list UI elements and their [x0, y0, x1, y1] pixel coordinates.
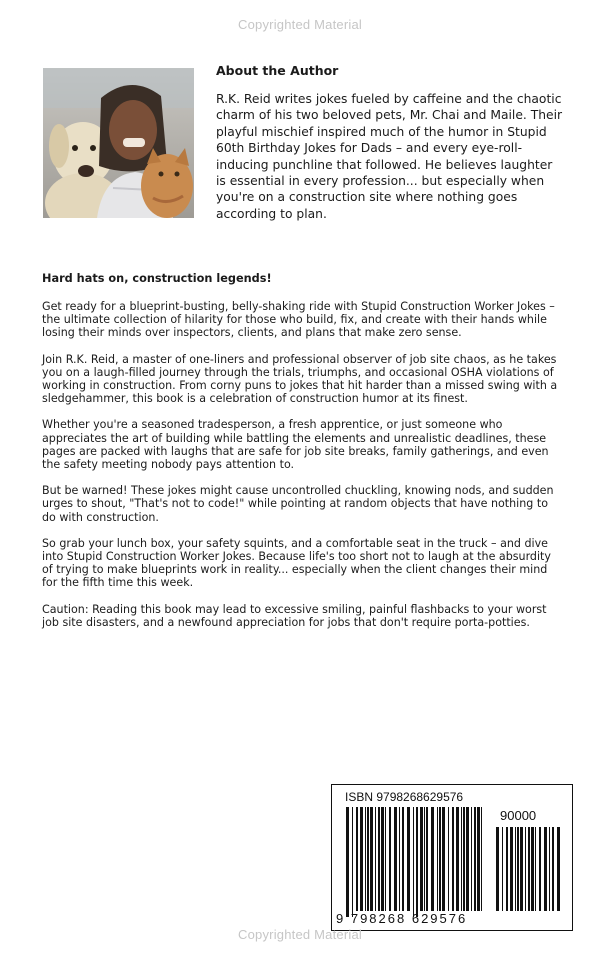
barcode-bar	[552, 827, 554, 911]
isbn-label: ISBN 9798268629576	[345, 790, 464, 804]
barcode-bar	[531, 827, 534, 911]
barcode-bar	[452, 807, 454, 911]
barcode-bar	[407, 807, 410, 911]
barcode-bar	[517, 827, 519, 911]
barcode-bar	[539, 827, 541, 911]
watermark-top: Copyrighted Material	[238, 17, 362, 32]
barcode-bar	[502, 827, 503, 911]
barcode-bar	[471, 807, 472, 911]
barcode-bar	[448, 807, 449, 911]
barcode-bar	[426, 807, 428, 911]
about-author-heading: About the Author	[216, 63, 339, 78]
barcode-bar	[510, 827, 513, 911]
isbn-barcode-box	[331, 784, 573, 931]
author-photo-image	[43, 68, 194, 218]
barcode-bar	[375, 807, 376, 911]
barcode-bar	[461, 807, 462, 911]
barcode-bar	[402, 807, 404, 911]
about-author-section	[216, 63, 566, 222]
addon-bars	[496, 827, 560, 911]
barcode-bar	[439, 807, 441, 911]
barcode-bar	[365, 807, 366, 911]
price-code: 90000	[500, 808, 537, 823]
blurb-paragraph: Caution: Reading this book may lead to excessive smiling, painful flashbacks to your worst job site disasters, and a newfound appreciation for jobs that don't require porta-potties.	[42, 602, 547, 629]
barcode-bar	[557, 827, 560, 911]
barcode-bar	[399, 807, 400, 911]
ean13-bars	[346, 807, 482, 917]
barcode-bar	[515, 827, 516, 911]
blurb-paragraph: Whether you're a seasoned tradesperson, a fresh apprentice, or just someone who appreciates the art of building while battling the elements and unrealistic deadlines, these pages are packed with laughs that are safe for job site breaks, family gatherings, and even the safety meeting nobody pays attention to.	[42, 418, 549, 472]
barcode-bar	[378, 807, 380, 911]
barcode-bar	[549, 827, 550, 911]
barcode-bar	[370, 807, 373, 911]
barcode-bar	[385, 807, 386, 911]
barcode-bar	[424, 807, 425, 911]
barcode-bar	[352, 807, 353, 917]
author-bio: R.K. Reid writes jokes fueled by caffeine and the chaotic charm of his two beloved pets, Mr. Chai and Maile. Their playful mischief inspired much of the humor in Stupid 60th Birthday Jokes for Dads – and every eye-roll-inducing punchline that followed. He believes laughter is essential in every profession... but especially when you're on a construction site where nothing goes according to plan.	[216, 92, 563, 221]
barcode-bar	[535, 827, 536, 911]
barcode-bar	[463, 807, 465, 911]
barcode-bar	[346, 807, 349, 917]
barcode-bar	[506, 827, 508, 911]
blurb-paragraph: Join R.K. Reid, a master of one-liners and professional observer of job site chaos, as he takes you on a laugh-filled journey through the trials, triumphs, and occasional OSHA violations of working in construction. From corny puns to jokes that hit harder than a missed swing with a sledgehammer, this book is a celebration of construction humor at its finest.	[42, 352, 558, 406]
barcode-bar	[528, 827, 530, 911]
barcode-bar	[381, 807, 384, 911]
barcode-bar	[481, 807, 482, 911]
barcode-bar	[466, 807, 469, 911]
blurb-paragraph: So grab your lunch box, your safety squints, and a comfortable seat in the truck – and dive into Stupid Construction Worker Jokes. Because life's too short not to laugh at the absurdity of trying to make blueprints work in reality... especially when the client changes their mind for the fifth time this week.	[42, 536, 551, 590]
barcode-image	[332, 785, 572, 930]
barcode-bar	[477, 807, 480, 911]
barcode-bar	[389, 807, 391, 911]
barcode-digits: 9 798268 629576	[336, 911, 468, 926]
blurb-paragraph: Get ready for a blueprint-busting, belly-shaking ride with Stupid Construction Worker Jokes – the ultimate collection of hilarity for those who build, fix, and create with their hands while losing their minds over inspectors, clients, and plans that make zero sense.	[42, 300, 555, 340]
blurb-paragraph: But be warned! These jokes might cause uncontrolled chuckling, knowing nods, and sudden urges to shout, "That's not to code!" while pointing at random objects that have nothing to do with construction.	[42, 484, 554, 524]
barcode-bar	[356, 807, 358, 911]
barcode-bar	[442, 807, 445, 911]
barcode-bar	[431, 807, 434, 911]
barcode-bar	[413, 807, 414, 917]
barcode-bar	[437, 807, 438, 911]
barcode-bar	[456, 807, 459, 911]
barcode-bar	[416, 807, 418, 917]
barcode-bar	[420, 807, 423, 911]
barcode-bar	[474, 807, 476, 911]
barcode-bar	[367, 807, 369, 911]
watermark-bottom: Copyrighted Material	[238, 927, 362, 942]
barcode-bar	[544, 827, 547, 911]
back-cover-blurb	[42, 271, 564, 642]
barcode-bar	[394, 807, 397, 911]
barcode-bar	[525, 827, 526, 911]
blurb-headline: Hard hats on, construction legends!	[42, 272, 272, 285]
barcode-bar	[520, 827, 523, 911]
author-photo	[43, 68, 194, 218]
barcode-bar	[360, 807, 363, 911]
barcode-bar	[496, 827, 499, 911]
